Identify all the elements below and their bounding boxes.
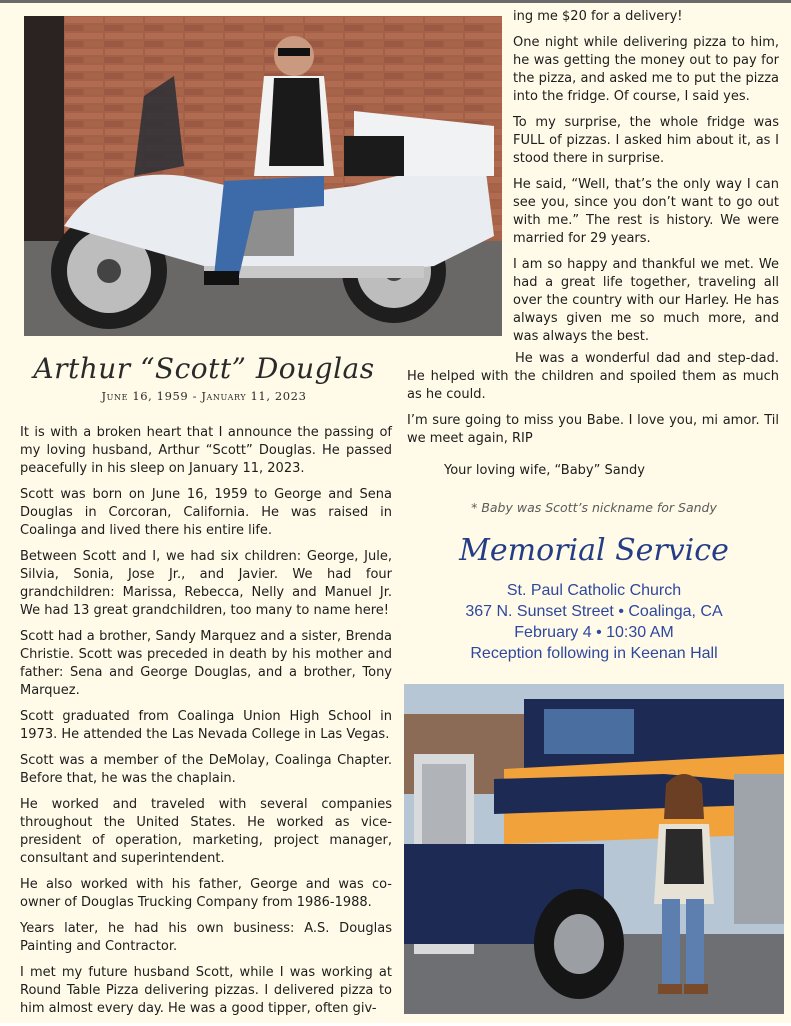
obituary-closing bbox=[407, 350, 779, 456]
paragraph: It is with a broken heart that I announce the passing of my loving husband, Arthur “Scott” Douglas. He passed peacefully in his sleep on January 11, 2023. bbox=[20, 425, 392, 476]
memorial-details bbox=[404, 580, 784, 664]
paragraph: I am so happy and thankful we met. We had a great life together, traveling all over the country with our Harley. He has always given me so much more, and was always the best. bbox=[513, 257, 779, 344]
memorial-heading: Memorial Service bbox=[459, 533, 729, 568]
motorcycle-photo bbox=[24, 16, 502, 336]
memorial-address: 367 N. Sunset Street • Coalinga, CA bbox=[465, 603, 723, 620]
truck-photo bbox=[404, 684, 784, 1014]
memorial-datetime: February 4 • 10:30 AM bbox=[514, 624, 674, 641]
paragraph: One night while delivering pizza to him, he was getting the money out to pay for the pizza, and asked me to put the pizza into the fridge. Of course, I said yes. bbox=[513, 35, 779, 104]
paragraph: He also worked with his father, George and was co-owner of Douglas Trucking Company from 1986-1988. bbox=[20, 877, 392, 910]
paragraph: Scott was born on June 16, 1959 to George and Sena Douglas in Corcoran, California. He was raised in Coalinga and lived there his entire life. bbox=[20, 487, 392, 538]
paragraph: Between Scott and I, we had six children: George, Jule, Silvia, Sonia, Jose Jr., and Javier. We had four grandchildren: Marissa, Rebecca, Nelly and Manuel Jr. We had 13 great grandchildren, too many to name here! bbox=[20, 549, 392, 618]
signoff: Your loving wife, “Baby” Sandy bbox=[444, 463, 645, 478]
obituary-left-column bbox=[20, 424, 392, 1026]
paragraph: Scott was a member of the DeMolay, Coalinga Chapter. Before that, he was the chaplain. bbox=[20, 753, 392, 786]
paragraph: To my surprise, the whole fridge was FULL of pizzas. I asked him about it, as I stood there in surprise. bbox=[513, 115, 779, 166]
paragraph: Scott had a brother, Sandy Marquez and a sister, Brenda Christie. Scott was preceded in death by his mother and father: Sena and George Douglas, and a brother, Tony Marquez. bbox=[20, 629, 392, 698]
paragraph: Years later, he had his own business: A.S. Douglas Painting and Contractor. bbox=[20, 921, 392, 954]
memorial-church: St. Paul Catholic Church bbox=[506, 582, 682, 599]
top-rule bbox=[0, 0, 791, 3]
paragraph: He was a wonderful dad and step-dad. He helped with the children and spoiled them as much as he could. bbox=[407, 351, 779, 402]
memorial-reception: Reception following in Keenan Hall bbox=[470, 645, 718, 662]
paragraph: He worked and traveled with several companies throughout the United States. He worked as vice-president of operation, marketing, project manager, consultant and superintendent. bbox=[20, 797, 392, 866]
footnote: * Baby was Scott’s nickname for Sandy bbox=[471, 500, 717, 515]
life-dates: June 16, 1959 - January 11, 2023 bbox=[101, 389, 307, 403]
paragraph: ing me $20 for a delivery! bbox=[513, 9, 683, 24]
paragraph: I’m sure going to miss you Babe. I love you, mi amor. Til we meet again, RIP bbox=[407, 413, 779, 446]
paragraph: Scott graduated from Coalinga Union High School in 1973. He attended the Las Nevada College in Las Vegas. bbox=[20, 709, 392, 742]
paragraph: I met my future husband Scott, while I was working at Round Table Pizza delivering pizzas. I delivered pizza to him almost every day. He was a good tipper, often giv- bbox=[20, 965, 392, 1016]
obituary-right-column bbox=[513, 8, 779, 354]
deceased-name: Arthur “Scott” Douglas bbox=[33, 352, 375, 385]
paragraph: He said, “Well, that’s the only way I can see you, since you don’t want to go out with me.” The rest is history. We were married for 29 years. bbox=[513, 177, 779, 246]
